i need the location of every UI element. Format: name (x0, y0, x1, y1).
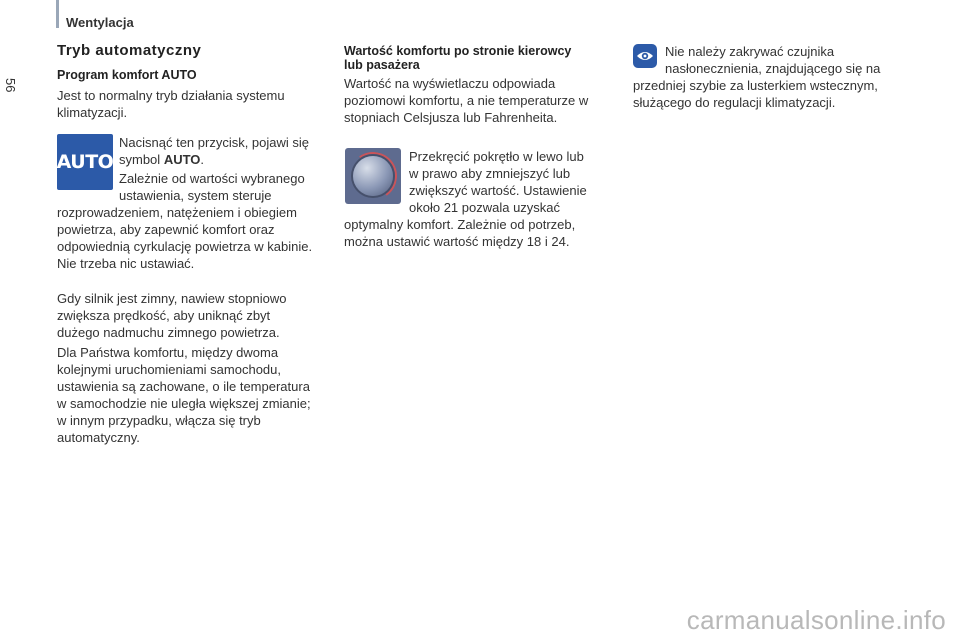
text-line: nasłonecznienia, znajdującego się na (665, 61, 881, 76)
display-value-paragraph (344, 75, 614, 126)
sensor-note (665, 43, 905, 77)
text-line: można ustawić wartość między 18 i 24. (344, 234, 570, 249)
text-line: optymalny komfort. Zależnie od potrzeb, (344, 217, 576, 232)
middle-heading-block (344, 44, 609, 72)
press-paragraph (119, 134, 334, 168)
eye-icon (633, 44, 657, 68)
watermark: carmanualsonline.info (686, 605, 946, 635)
header-accent-bar (56, 0, 59, 28)
temperature-knob-icon (345, 148, 401, 204)
text-line: ustawienia, system steruje (119, 188, 272, 203)
auto-icon-label: AUTO (56, 151, 114, 173)
auto-button-icon (57, 134, 113, 190)
text-line: rozprowadzeniem, natężeniem i obiegiem (57, 205, 297, 220)
text-line: poziomowi komfortu, a nie temperaturze w (344, 93, 589, 108)
text-line: automatyczny. (57, 430, 140, 445)
text-line: przedniej szybie za lusterkiem wstecznym, (633, 78, 878, 93)
sensor-note-continued (633, 77, 908, 111)
heading-line: Wartość komfortu po stronie kierowcy (344, 44, 572, 58)
text-line: klimatyzacji. (57, 105, 128, 120)
text-line: Jest to normalny tryb działania systemu (57, 88, 285, 103)
text-line: stopniach Celsjusza lub Fahrenheita. (344, 110, 558, 125)
text-line: w samochodzie nie uległa większej zmianie; (57, 396, 311, 411)
intro-paragraph (57, 87, 332, 121)
comfort-value-heading (344, 44, 609, 72)
main-heading: Tryb automatyczny (57, 42, 202, 59)
text-line: kolejnymi uruchomieniami samochodu, (57, 362, 281, 377)
page-number: 56 (3, 78, 18, 93)
text-line: Nie należy zakrywać czujnika (665, 44, 835, 59)
text-line: Dla Państwa komfortu, między dwoma (57, 345, 279, 360)
depend-paragraph (119, 170, 334, 204)
cold-engine-paragraph (57, 290, 337, 341)
text-span: . (200, 152, 205, 167)
text-span: symbol (119, 152, 161, 167)
depend-paragraph-continued (57, 204, 337, 272)
text-line: Gdy silnik jest zimny, nawiew stopniowo (57, 291, 287, 306)
text-line: około 21 pozwala uzyskać (409, 200, 561, 215)
text-line: Zależnie od wartości wybranego (119, 171, 305, 186)
section-title: Wentylacja (66, 15, 134, 30)
text-line: w innym przypadku, włącza się tryb (57, 413, 261, 428)
text-line: zwiększyć wartość. Ustawienie (409, 183, 587, 198)
left-column (57, 42, 332, 59)
text-line: Przekręcić pokrętło w lewo lub (409, 149, 584, 164)
eye-icon-glyph (636, 50, 654, 62)
text-line (119, 151, 334, 168)
left-subtitle-block (57, 68, 332, 82)
text-line: służącego do regulacji klimatyzacji. (633, 95, 836, 110)
text-line: Nie trzeba nic ustawiać. (57, 256, 195, 271)
comfort-paragraph (57, 344, 337, 446)
text-line: powietrza, aby zapewnić komfort oraz (57, 222, 275, 237)
knob-paragraph-continued (344, 216, 619, 250)
text-line: Nacisnąć ten przycisk, pojawi się (119, 135, 310, 150)
text-line: zwiększa prędkość, aby uniknąć zbyt (57, 308, 271, 323)
heading-line: lub pasażera (344, 58, 420, 72)
text-line: odpowiednią cyrkulację powietrza w kabinie. (57, 239, 313, 254)
auto-symbol-text: AUTO (163, 152, 201, 167)
text-line: w prawo aby zmniejszyć lub (409, 166, 571, 181)
knob-dial (353, 156, 393, 196)
knob-paragraph (409, 148, 619, 216)
text-line: ustawienia są zachowane, o ile temperatura (57, 379, 310, 394)
text-line: dużego nadmuchu zimnego powietrza. (57, 325, 280, 340)
subheading-auto-program: Program komfort AUTO (57, 68, 197, 82)
text-line: Wartość na wyświetlaczu odpowiada (344, 76, 556, 91)
